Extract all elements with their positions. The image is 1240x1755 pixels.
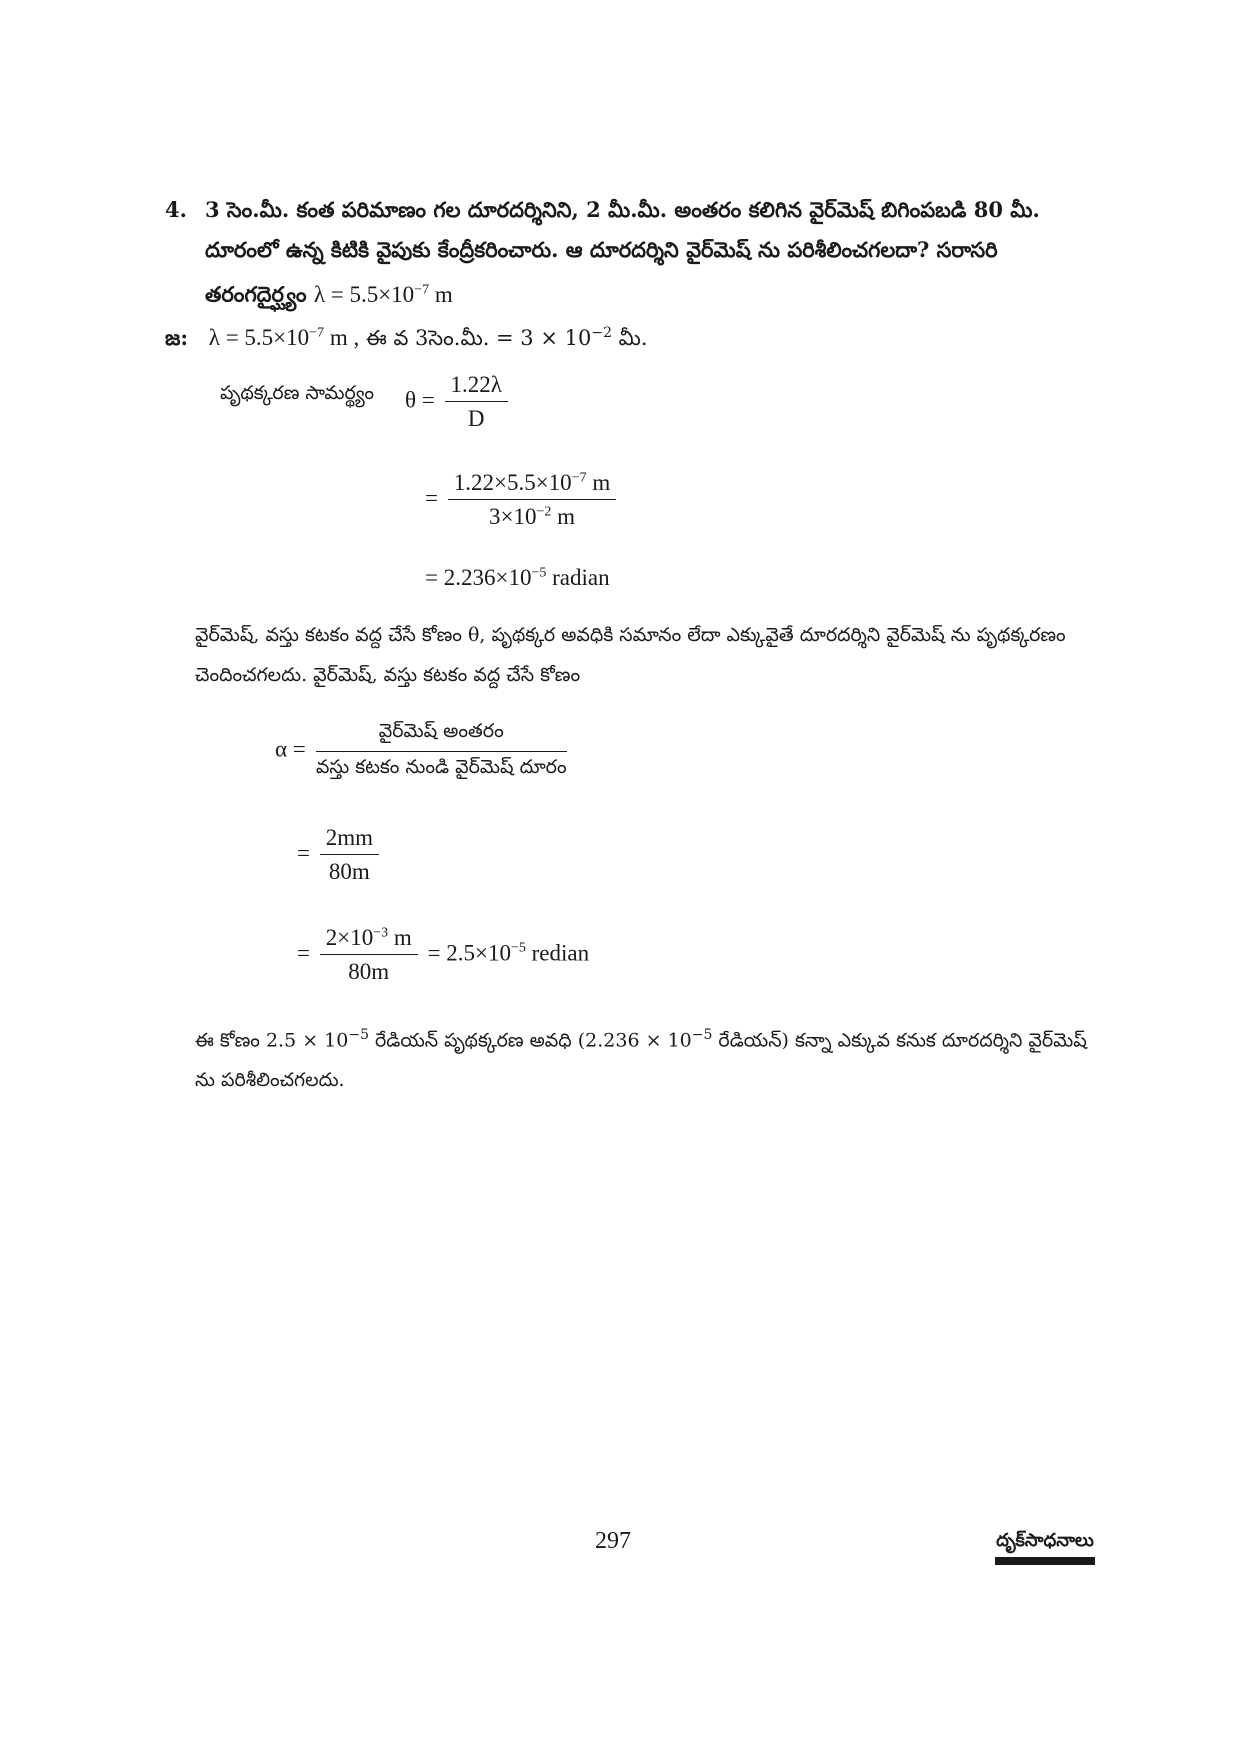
chapter-title: దృక్‌సాధనాలు xyxy=(995,1530,1095,1565)
question-text: 3 సెం.మీ. కంత పరిమాణం గల దూరదర్శినిని, 2 మీ.మీ. అంతరం కలిగిన వైర్‌మెష్ బిగింపబడి 80 మీ. దూరంలో ఉన్న కిటికి వైపుకు కేంద్రీకరించారు. ఆ దూరదర్శిని వైర్‌మెష్ ను పరిశీలించగలదా? సరాసరి తరంగదైర్ఘ్యం xyxy=(205,197,1040,307)
resolving-step2: = $\frac{1.22\times 5.5\times 10^{-7} m}{3\times 10^{-2} m}$ xyxy=(425,470,620,530)
alpha-step3: = $\frac{2\times 10^{-3} m}{80m}$ = $2.5\times 10^{-5}$ redian xyxy=(297,925,590,984)
resolving-label: పృథక్కరణ సామర్థ్యం xyxy=(220,382,375,404)
answer-aperture: ఈ వ 3సెం.మీ. = $3 \times 10^{-2}$ మీ. xyxy=(365,325,648,350)
question-lambda: $\lambda = 5.5\times 10^{-7}$ m xyxy=(313,281,453,307)
alpha-formula: α = $\frac{\text{వైర్‌మెష్ అంతరం}}{\text{వస్తు కటకం నుండి వైర్‌మెష్ దూరం}}$ xyxy=(275,720,567,778)
answer-line xyxy=(165,325,648,356)
conclusion-paragraph: ఈ కోణం $2.5 \times 10^{-5}$ రేడియన్ పృథక్కరణ అవధి ($2.236 \times 10^{-5}$ రేడియన్) కన్నా ఎక్కువ కనుక దూరదర్శిని వైర్‌మెష్ ను పరిశీలించగలదు. xyxy=(195,1027,1087,1092)
page-number: 297 xyxy=(595,1528,631,1554)
resolving-step3: = $2.236\times 10^{-5}$ radian xyxy=(425,565,610,590)
answer-label: జ: xyxy=(165,325,189,350)
answer-lambda: $\lambda = 5.5\times 10^{-7}$ m , xyxy=(208,325,360,350)
alpha-step2: = $\frac{2mm}{80m}$ xyxy=(297,825,383,885)
condition-paragraph: వైర్‌మెష్, వస్తు కటకం వద్ద చేసే కోణం θ, పృథక్కర అవధికి సమానం లేదా ఎక్కువైతే దూరదర్శిని వైర్‌మెష్ ను పృథక్కరణం చెందించగలదు. వైర్‌మెష్, వస్తు కటకం వద్ద చేసే కోణం xyxy=(195,624,1066,686)
question-4 xyxy=(165,190,1085,315)
question-number: 4. xyxy=(165,197,187,222)
resolving-formula: θ = $\frac{1.22\lambda}{D}$ xyxy=(405,372,512,432)
